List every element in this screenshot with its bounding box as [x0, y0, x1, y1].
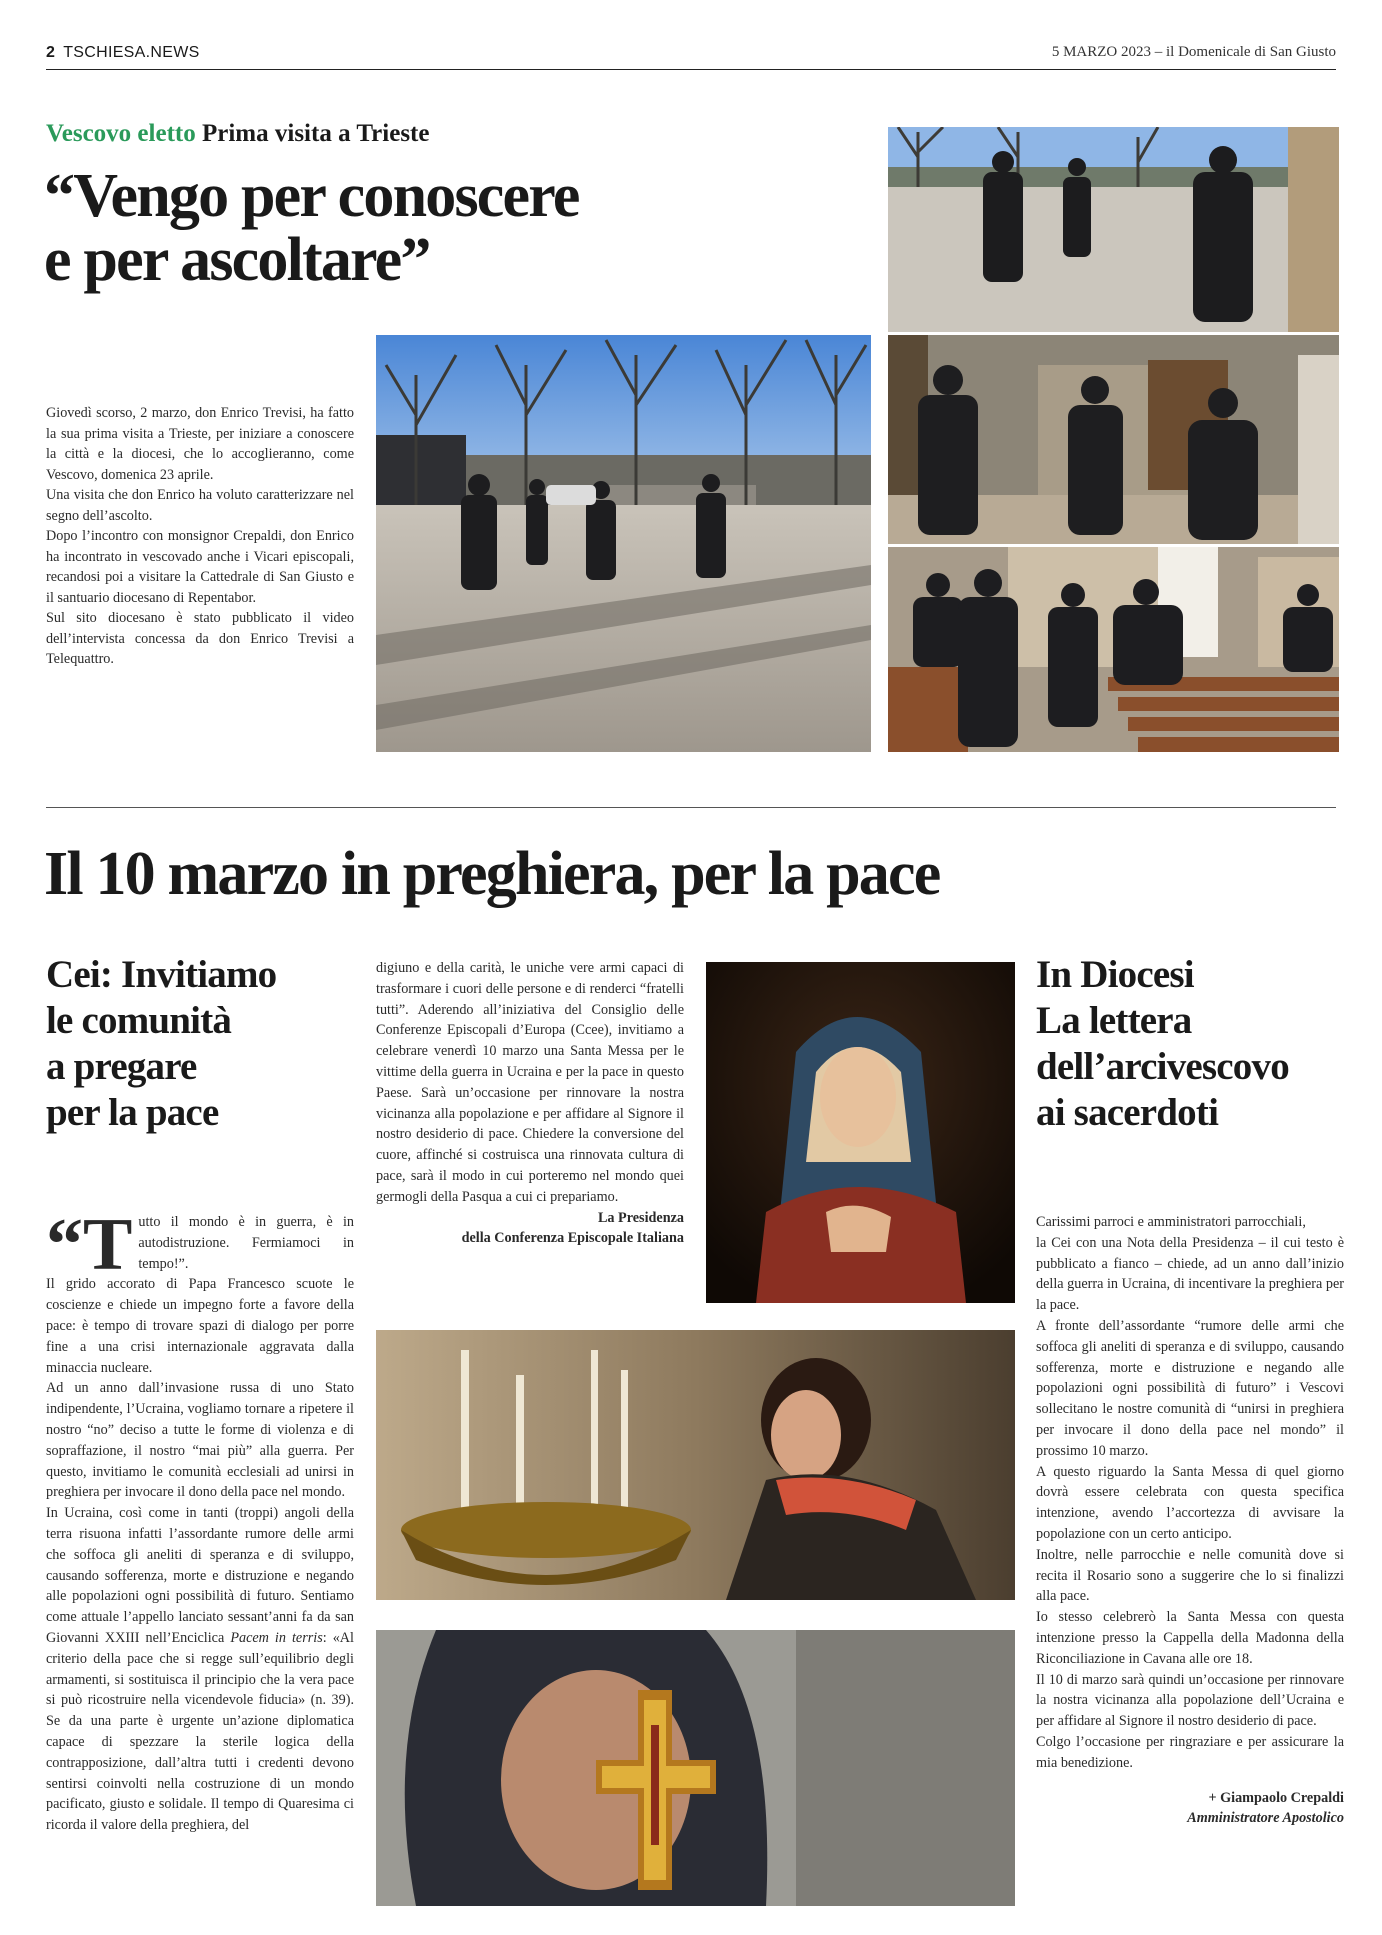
paragraph: Dopo l’incontro con monsignor Crepaldi, don Enrico ha incontrato in vescovado anche i Vicari episcopali, recandosi poi a visitare la Cattedrale di San Giusto e il santuario diocesano di Repentabor. — [46, 528, 354, 606]
signature-role: Amministratore Apostolico — [1187, 1810, 1344, 1827]
paragraph: digiuno e della carità, le uniche vere armi capaci di trasformare i cuori delle persone e di renderci “fratelli tutti”. Aderendo all’iniziativa del Consiglio delle Conferenze Episcopali d’Europa (Ccee), invitiamo a celebrare venerdì 10 marzo una Santa Messa per le vittime della guerra in Ucraina e per la pace in questo Paese. Sarà un’occasione per rinnovare la nostra vicinanza alla popolazione e per affidare al Signore il nostro desiderio di pace. Chiedere la conversione del cuore, affinché si costruisca una rinnovata cultura di pace, sarà il modo in cui porteremo nel mondo quei germogli della Pasqua a cui ci prepariamo. — [376, 960, 684, 1205]
signature-name: + Giampaolo Crepaldi — [1208, 1789, 1344, 1806]
photo-woman-crucifix — [376, 1630, 1015, 1906]
section-divider — [46, 807, 1336, 808]
paragraph: Una visita che don Enrico ha voluto caratterizzare nel segno dell’ascolto. — [46, 487, 354, 524]
cei-column-middle — [376, 958, 684, 1249]
article1-headline: “Vengo per conoscere e per ascoltare” — [44, 162, 579, 294]
photo-square-visit — [376, 335, 871, 752]
drop-cap: “T — [46, 1204, 133, 1286]
paragraph: Sul sito diocesano è stato pubblicato il video dell’intervista concessa da don Enrico Trevisi a Telequattro. — [46, 610, 354, 667]
cei-subheadline: Cei: Invitiamo le comunità a pregare per la pace — [46, 953, 277, 1134]
site-name: TSCHIESA.NEWS — [63, 44, 200, 61]
photo-walking-square — [888, 127, 1339, 332]
paragraph: Inoltre, nelle parrocchie e nelle comunità dove si recita il Rosario sono a suggerire che lo si finalizzi alla pace. — [1036, 1546, 1344, 1605]
photo-madonna-painting — [706, 962, 1015, 1303]
photo-candles-woman — [376, 1330, 1015, 1600]
photo-church-pews — [888, 547, 1339, 752]
article1-body — [46, 403, 354, 670]
paragraph: Il 10 di marzo sarà quindi un’occasione per rinnovare la nostra vicinanza alla popolazione dell’Ucraina e per affidare al Signore il nostro desiderio di pace. — [1036, 1671, 1344, 1730]
paragraph: A questo riguardo la Santa Messa di quel giorno dovrà essere celebrata con questa specifica intenzione, avendo l’accortezza di avvisare la popolazione con un certo anticipo. — [1036, 1463, 1344, 1542]
cei-signature: La Presidenza della Conferenza Episcopale Italiana — [461, 1209, 684, 1247]
paragraph: Colgo l’occasione per ringraziare e per assicurare la mia benedizione. — [1036, 1733, 1344, 1771]
paragraph: A fronte dell’assordante “rumore delle armi che soffoca gli aneliti di speranza e di sviluppo, causando sofferenza, morte e distruzione e negando alle popolazioni ogni possibilità di futuro” i Vescovi sollecitano le nostre comunità di “unirsi in preghiera per invocare il dono della pace nel mondo” il prossimo 10 marzo. — [1036, 1317, 1344, 1459]
paragraph: Il grido accorato di Papa Francesco scuote le coscienze e chiede un impegno forte a favore della pace: è tempo di trovare spazi di dialogo per porre fine a una crisi internazionale aggravata dalla minaccia nucleare. — [46, 1276, 354, 1376]
kicker-section: Vescovo eletto — [46, 120, 196, 147]
diocese-letter — [1036, 1212, 1344, 1829]
paragraph: Carissimi parroci e amministratori parrocchiali, — [1036, 1214, 1306, 1230]
paragraph: “Tutto il mondo è in guerra, è in autodistruzione. Fermiamoci in tempo!”. — [46, 1204, 354, 1286]
paragraph: In Ucraina, così come in tanti (troppi) angoli della terra risuona infatti l’assordante rumore delle armi che soffoca gli aneliti di speranza e di sviluppo, causando sofferenza, morte e distruzione e negando alle popolazioni ogni possibilità di futuro. Sentiamo come attuale l’appello lanciato sessant’anni fa da san Giovanni XXIII nell’Enciclica Pacem in terris: «Al criterio della pace che si regge sull’equilibrio degli armamenti, si sostituisca il principio che la vera pace si può ricostruire nella vicendevole fiducia» (n. 39). Se da una parte è urgente un’azione diplomatica capace di spezzare la sterile logica della contrapposizione, dall’altra tutti i credenti devono sentirsi coinvolti nella costruzione di un mondo pacificato, giusto e solidale. Il tempo di Quaresima ci ricorda il valore della preghiera, del — [46, 1505, 354, 1834]
cei-column-left — [46, 1204, 354, 1836]
paragraph: la Cei con una Nota della Presidenza – il cui testo è pubblicato a fianco – chiede, ad un anno dall’inizio della guerra in Ucraina, di incentivare la preghiera per la pace. — [1036, 1234, 1344, 1314]
kicker-topic: Prima visita a Trieste — [201, 120, 430, 147]
article2-headline: Il 10 marzo in preghiera, per la pace — [44, 840, 940, 908]
photo-church-interior-1 — [888, 335, 1339, 544]
paragraph: Ad un anno dall’invasione russa di uno Stato indipendente, l’Ucraina, vogliamo tornare a ripetere il nostro “no” deciso a tutte le forme di violenza e di sopraffazione, il nostro “mai più” alla guerra. Per questo, invitiamo le comunità ecclesiali ad unirsi in preghiera per invocare il dono della pace nel mondo. — [46, 1380, 354, 1501]
running-header — [46, 40, 1336, 70]
page-number: 2 — [46, 44, 56, 61]
dateline: 5 MARZO 2023 – il Domenicale di San Giusto — [1051, 44, 1336, 60]
diocese-subheadline: In Diocesi La lettera dell’arcivescovo ai sacerdoti — [1036, 953, 1289, 1134]
article1-kicker — [46, 120, 429, 148]
paragraph: Io stesso celebrerò la Santa Messa con questa intenzione presso la Cappella della Madonna della Riconciliazione in Cavana alle ore 18. — [1036, 1609, 1344, 1667]
paragraph: Giovedì scorso, 2 marzo, don Enrico Trevisi, ha fatto la sua prima visita a Trieste, per iniziare a conoscere la città e la diocesi, che lo accoglieranno, come Vescovo, domenica 23 aprile. — [46, 405, 354, 483]
